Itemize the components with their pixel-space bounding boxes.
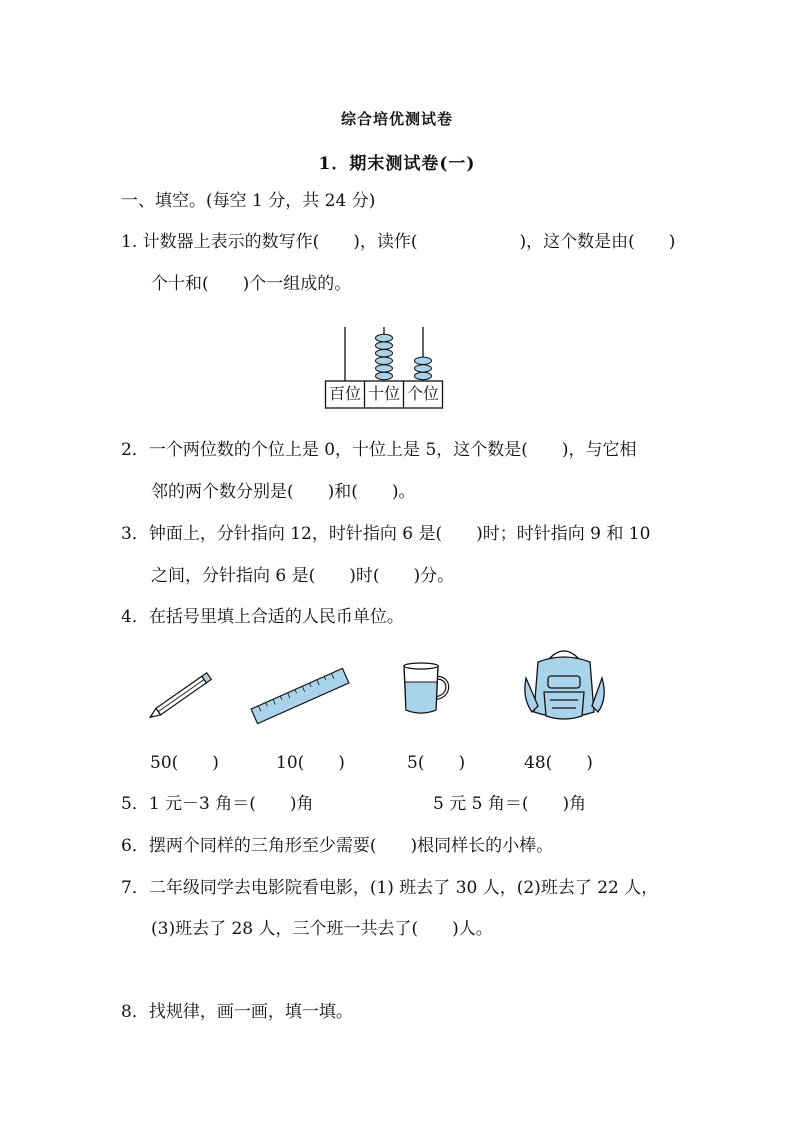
question-5-left: 5．1 元－3 角＝( )角 (121, 794, 314, 814)
page-subtitle: 1．期末测试卷(一) (318, 154, 476, 174)
question-1-line-2: 个十和( )个一组成的。 (151, 274, 352, 294)
abacus-label-tens: 十位 (367, 384, 400, 403)
abacus-bead-ones (415, 357, 432, 364)
abacus-bead-ones (415, 372, 432, 379)
abacus-bead-tens (376, 372, 393, 379)
abacus-bead-tens (376, 350, 393, 357)
backpack-icon (520, 646, 610, 726)
answer-pencil: 50( ) (150, 753, 219, 773)
abacus-label-hundreds: 百位 (328, 384, 361, 403)
question-3-line-2: 之间，分针指向 6 是( )时( )分。 (151, 566, 455, 586)
question-4-line-1: 4．在括号里填上合适的人民币单位。 (121, 607, 404, 627)
question-5-right: 5 元 5 角＝( )角 (433, 794, 587, 814)
question-2-line-2: 邻的两个数分别是( )和( )。 (151, 482, 416, 502)
answer-cup: 5( ) (407, 753, 466, 773)
page-title: 综合培优测试卷 (340, 110, 453, 128)
abacus-figure (325, 325, 443, 409)
cup-icon (400, 660, 454, 718)
pencil-icon (143, 668, 221, 722)
question-2-line-1: 2．一个两位数的个位上是 0，十位上是 5，这个数是( )，与它相 (121, 440, 637, 460)
abacus-bead-tens (376, 357, 393, 364)
question-7-line-2: (3)班去了 28 人，三个班一共去了( )人。 (151, 919, 493, 939)
answer-ruler: 10( ) (276, 753, 345, 773)
question-6-line-1: 6．摆两个同样的三角形至少需要( )根同样长的小棒。 (121, 836, 554, 856)
question-7-line-1: 7．二年级同学去电影院看电影，(1) 班去了 30 人，(2)班去了 22 人， (121, 878, 659, 898)
ruler-icon (248, 664, 352, 728)
question-3-line-1: 3．钟面上，分针指向 12，时针指向 6 是( )时；时针指向 9 和 10 (121, 524, 651, 544)
section-heading: 一、填空。(每空 1 分，共 24 分) (121, 191, 376, 211)
question-8-line-1: 8．找规律，画一画，填一填。 (121, 1002, 353, 1022)
abacus-label-ones: 个位 (406, 384, 439, 403)
abacus-bead-ones (415, 365, 432, 372)
abacus-bead-tens (376, 334, 393, 341)
abacus-bead-tens (376, 365, 393, 372)
abacus-bead-tens (376, 342, 393, 349)
question-1-line-1: 1. 计数器上表示的数写作( )，读作( )，这个数是由( ) (121, 232, 676, 252)
answer-backpack: 48( ) (524, 753, 593, 773)
